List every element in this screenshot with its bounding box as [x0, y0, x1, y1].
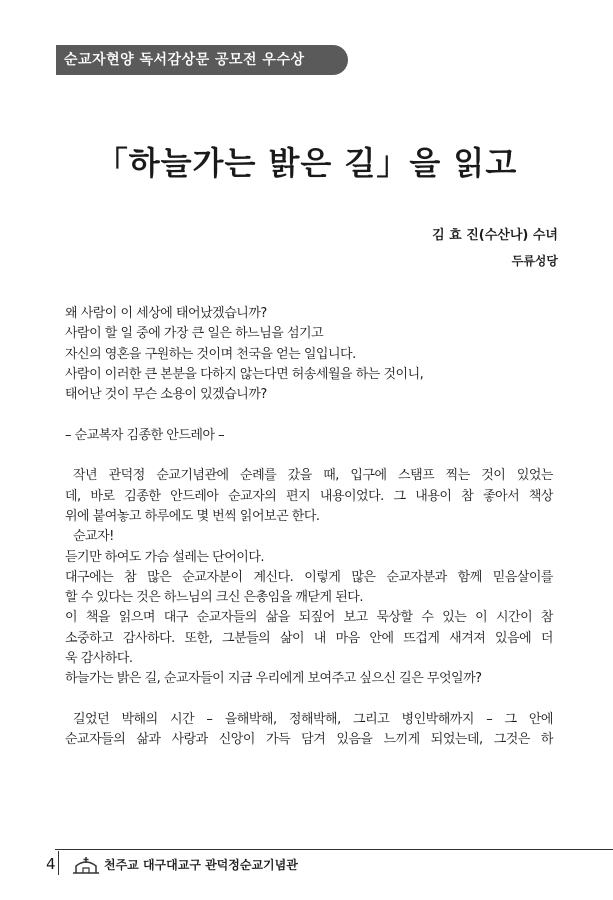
quote-line: 사람이 할 일 중에 가장 큰 일은 하느님을 섬기고	[65, 326, 324, 342]
paragraph-line: 데, 바로 김종한 안드레아 순교자의 편지 내용이었다. 그 내용이 참 좋아서 책상	[65, 488, 553, 504]
paragraph-line: 순교자!	[73, 529, 114, 545]
paragraph-line: 소중하고 감사하다. 또한, 그분들의 삶이 내 마음 안에 뜨겁게 새겨져 있음에 더	[65, 630, 553, 646]
footer-separator	[58, 851, 59, 875]
author-parish: 두류성당	[511, 254, 558, 268]
paragraph-line: 작년 관덕정 순교기념관에 순례를 갔을 때, 입구에 스탬프 찍는 것이 있었는	[73, 468, 553, 484]
quote-line: 왜 사람이 이 세상에 태어났겠습니까?	[65, 306, 267, 321]
paragraph-line: 할 수 있다는 것은 하느님의 크신 은총임을 깨닫게 된다.	[65, 590, 363, 606]
quote-line: 태어난 것이 무슨 소용이 있겠습니까?	[65, 387, 267, 403]
paragraph-line: 대구에는 참 많은 순교자분이 계신다. 이렇게 많은 순교자분과 함께 믿음살이를	[65, 569, 553, 585]
paragraph-line: 욱 감사하다.	[65, 651, 133, 667]
author-name: 김 효 진(수산나) 수녀	[432, 228, 558, 243]
article-body	[65, 304, 553, 751]
page-number: 4	[46, 855, 56, 873]
publisher-name: 천주교 대구대교구 관덕정순교기념관	[104, 858, 298, 872]
paragraph-line: 위에 붙여놓고 하루에도 몇 번씩 읽어보곤 한다.	[65, 508, 320, 524]
banner-text: 순교자현양 독서감상문 공모전 우수상	[64, 52, 305, 68]
paragraph-line: 순교자들의 삶과 사랑과 신앙이 가득 담겨 있음을 느끼게 되었는데, 그것은 하	[65, 732, 553, 748]
church-logo-icon	[71, 855, 101, 875]
quote-line: 자신의 영혼을 구원하는 것이며 천국을 얻는 일입니다.	[65, 346, 356, 362]
paragraph-line: 길었던 박해의 시간 – 을해박해, 정해박해, 그리고 병인박해까지 – 그 안에	[73, 711, 553, 727]
quote-attribution: – 순교복자 김종한 안드레아 –	[65, 427, 225, 443]
quote-line: 사람이 이러한 큰 본분을 다하지 않는다면 허송세월을 하는 것이니,	[65, 366, 424, 382]
paragraph-line: 이 책을 읽으며 대구 순교자들의 삶을 되짚어 보고 묵상할 수 있는 이 시간이 참	[65, 610, 553, 626]
article-title: 「하늘가는 밝은 길」을 읽고	[95, 144, 518, 182]
footer-divider	[55, 849, 613, 850]
paragraph-line: 하늘가는 밝은 길, 순교자들이 지금 우리에게 보여주고 싶으신 길은 무엇일까?	[65, 671, 482, 687]
paragraph-line: 듣기만 하여도 가슴 설레는 단어이다.	[65, 549, 265, 565]
